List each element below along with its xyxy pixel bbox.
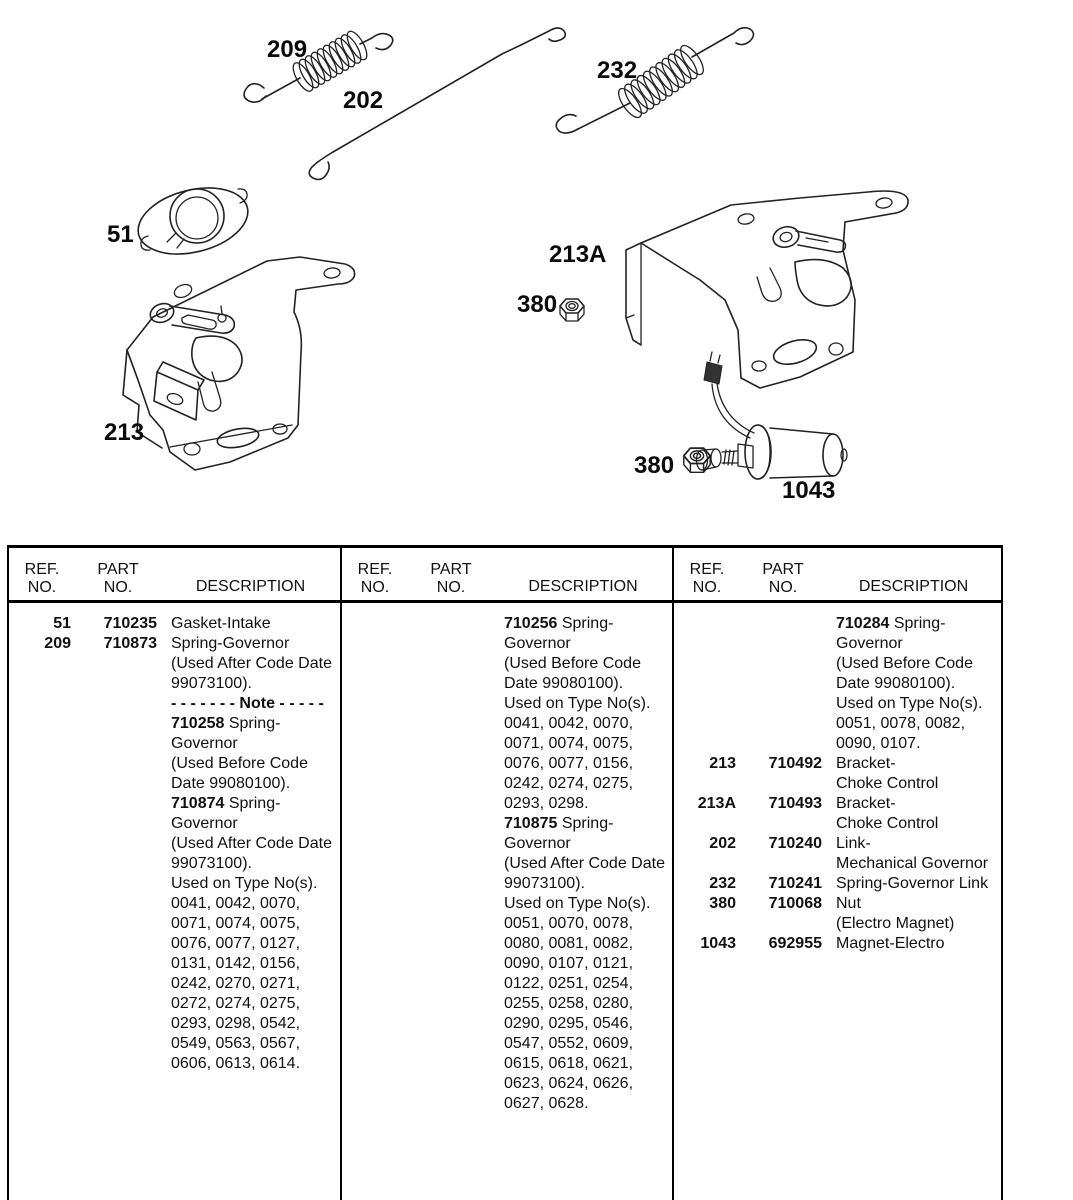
part-label-232: 232: [597, 57, 638, 84]
ref-no-cell: 51: [53, 615, 71, 632]
description-line: (Used Before Code: [504, 655, 641, 672]
table-row: [674, 934, 1001, 954]
part-no-cell: 710493: [768, 795, 822, 812]
ref-no-cell: [342, 614, 404, 1114]
description-line: (Electro Magnet): [836, 915, 955, 932]
header-ref-no: REF. NO.: [357, 561, 393, 596]
description-line: 0051, 0078, 0082,: [836, 715, 966, 732]
description-line: Used on Type No(s).: [504, 895, 651, 912]
ref-no-cell: 380: [709, 895, 736, 912]
description-cell: [822, 874, 1001, 894]
part-label-380-bottom: 380: [634, 452, 675, 479]
header-ref-no: REF. NO.: [24, 561, 60, 596]
ref-no-cell: [674, 614, 736, 754]
description-line: 0090, 0107, 0121,: [504, 955, 634, 972]
description-line: 0131, 0142, 0156,: [171, 955, 301, 972]
description-line: 710875 Spring-: [504, 815, 614, 832]
description-line: 0242, 0274, 0275,: [504, 775, 634, 792]
description-line: Used on Type No(s).: [836, 695, 983, 712]
part-label-1043: 1043: [782, 477, 836, 504]
ref-no-cell: 209: [44, 635, 71, 652]
description-line: Governor: [171, 815, 238, 832]
exploded-parts-diagram: [0, 0, 1073, 545]
part-no-cell: 710492: [768, 755, 822, 772]
description-line: 0293, 0298, 0542,: [171, 1015, 301, 1032]
description-cell: [822, 834, 1001, 874]
description-line: 710258 Spring-: [171, 715, 281, 732]
part-label-51: 51: [107, 221, 134, 248]
table-row: [674, 874, 1001, 894]
nut-380-top-drawing: [560, 299, 584, 321]
description-line: Used on Type No(s).: [171, 875, 318, 892]
table-row: [9, 634, 340, 1074]
description-line: 0041, 0042, 0070,: [504, 715, 634, 732]
description-line: 0090, 0107.: [836, 735, 921, 752]
table-row: [674, 614, 1001, 754]
description-line: (Used After Code Date: [171, 655, 332, 672]
bracket-213a-drawing: [626, 191, 908, 388]
description-line: 0549, 0563, 0567,: [171, 1035, 301, 1052]
description-line: 0293, 0298.: [504, 795, 589, 812]
part-label-213a: 213A: [549, 241, 607, 268]
table-row: [342, 614, 672, 1114]
nut-380-bottom-drawing: [684, 448, 710, 472]
table-body: [9, 603, 340, 1074]
description-line: Date 99080100).: [836, 675, 956, 692]
description-line: Used on Type No(s).: [504, 695, 651, 712]
description-line: 0272, 0274, 0275,: [171, 995, 301, 1012]
description-line: 0290, 0295, 0546,: [504, 1015, 634, 1032]
part-no-cell: 692955: [768, 935, 822, 952]
description-line: 710256 Spring-: [504, 615, 614, 632]
header-part-no: PART NO.: [97, 561, 139, 596]
header-ref-no: REF. NO.: [689, 561, 725, 596]
part-no-cell: [404, 614, 490, 1114]
description-line: 710284 Spring-: [836, 615, 946, 632]
parts-table-column-1: [9, 548, 342, 1200]
table-body: [342, 603, 672, 1114]
description-line: 0071, 0074, 0075,: [504, 735, 634, 752]
gasket-51-drawing: [131, 177, 255, 264]
part-no-cell: [736, 614, 822, 754]
description-line: 0606, 0613, 0614.: [171, 1055, 301, 1072]
description-line: 0051, 0070, 0078,: [504, 915, 634, 932]
bracket-213-drawing: [123, 257, 355, 470]
table-row: [674, 894, 1001, 934]
table-header: [674, 548, 1001, 603]
description-line: Spring-Governor Link: [836, 875, 989, 892]
header-description: DESCRIPTION: [195, 578, 306, 595]
part-no-cell: 710241: [768, 875, 822, 892]
description-line: 0615, 0618, 0621,: [504, 1055, 634, 1072]
description-line: 0071, 0074, 0075,: [171, 915, 301, 932]
part-no-cell: 710240: [768, 835, 822, 852]
part-no-cell: 710068: [768, 895, 822, 912]
description-line: 99073100).: [171, 855, 252, 872]
description-line: 0076, 0077, 0127,: [171, 935, 301, 952]
description-line: (Used After Code Date: [171, 835, 332, 852]
part-label-213: 213: [104, 419, 145, 446]
description-line: Governor: [171, 735, 238, 752]
description-cell: [822, 614, 1001, 754]
description-line: Link-: [836, 835, 871, 852]
description-line: 0076, 0077, 0156,: [504, 755, 634, 772]
description-line: 0080, 0081, 0082,: [504, 935, 634, 952]
description-line: 0623, 0624, 0626,: [504, 1075, 634, 1092]
description-line: 0041, 0042, 0070,: [171, 895, 301, 912]
description-line: 99073100).: [171, 675, 252, 692]
description-line: Mechanical Governor: [836, 855, 989, 872]
description-cell: [822, 754, 1001, 794]
table-body: [674, 603, 1001, 954]
description-line: Gasket-Intake: [171, 615, 271, 632]
description-line: Nut: [836, 895, 861, 912]
description-cell: [157, 614, 340, 634]
description-line: 99073100).: [504, 875, 585, 892]
description-line: Governor: [836, 635, 903, 652]
description-line: 710874 Spring-: [171, 795, 281, 812]
description-cell: [822, 794, 1001, 834]
part-no-cell: 710873: [103, 635, 157, 652]
ref-no-cell: 213: [709, 755, 736, 772]
description-line: Bracket-: [836, 795, 896, 812]
part-no-cell: 710235: [103, 615, 157, 632]
description-line: Choke Control: [836, 815, 939, 832]
table-row: [9, 614, 340, 634]
description-line: 0122, 0251, 0254,: [504, 975, 634, 992]
part-label-202: 202: [343, 87, 384, 114]
description-line: 0242, 0270, 0271,: [171, 975, 301, 992]
parts-table-column-3: [674, 548, 1001, 1200]
table-row: [674, 754, 1001, 794]
description-line: Bracket-: [836, 755, 896, 772]
description-line: Magnet-Electro: [836, 935, 945, 952]
description-line: Date 99080100).: [171, 775, 291, 792]
description-cell: [822, 894, 1001, 934]
table-row: [674, 834, 1001, 874]
governor-spring-link-232-drawing: [556, 28, 753, 133]
description-line: Date 99080100).: [504, 675, 624, 692]
ref-no-cell: 202: [709, 835, 736, 852]
description-line: (Used Before Code: [836, 655, 973, 672]
parts-table: [7, 545, 1003, 1200]
part-label-380-top: 380: [517, 291, 558, 318]
description-line: - - - - - - - Note - - - - -: [171, 695, 324, 712]
header-description: DESCRIPTION: [528, 578, 638, 595]
description-cell: [822, 934, 1001, 954]
header-part-no: PART NO.: [762, 561, 804, 596]
description-cell: [157, 634, 340, 1074]
description-line: Spring-Governor: [171, 635, 290, 652]
description-cell: [490, 614, 672, 1114]
table-row: [674, 794, 1001, 834]
description-line: Governor: [504, 635, 571, 652]
header-description: DESCRIPTION: [858, 578, 969, 595]
ref-no-cell: 1043: [700, 935, 736, 952]
parts-table-column-2: [342, 548, 674, 1200]
description-line: 0255, 0258, 0280,: [504, 995, 634, 1012]
description-line: Governor: [504, 835, 571, 852]
description-line: 0627, 0628.: [504, 1095, 589, 1112]
table-header: [342, 548, 672, 603]
ref-no-cell: 232: [709, 875, 736, 892]
header-part-no: PART NO.: [430, 561, 472, 596]
description-line: (Used After Code Date: [504, 855, 665, 872]
part-label-209: 209: [267, 36, 308, 63]
table-header: [9, 548, 340, 603]
description-line: Choke Control: [836, 775, 939, 792]
description-line: 0547, 0552, 0609,: [504, 1035, 634, 1052]
electro-magnet-1043-drawing: [697, 352, 848, 479]
description-line: (Used Before Code: [171, 755, 308, 772]
ref-no-cell: 213A: [697, 795, 736, 812]
